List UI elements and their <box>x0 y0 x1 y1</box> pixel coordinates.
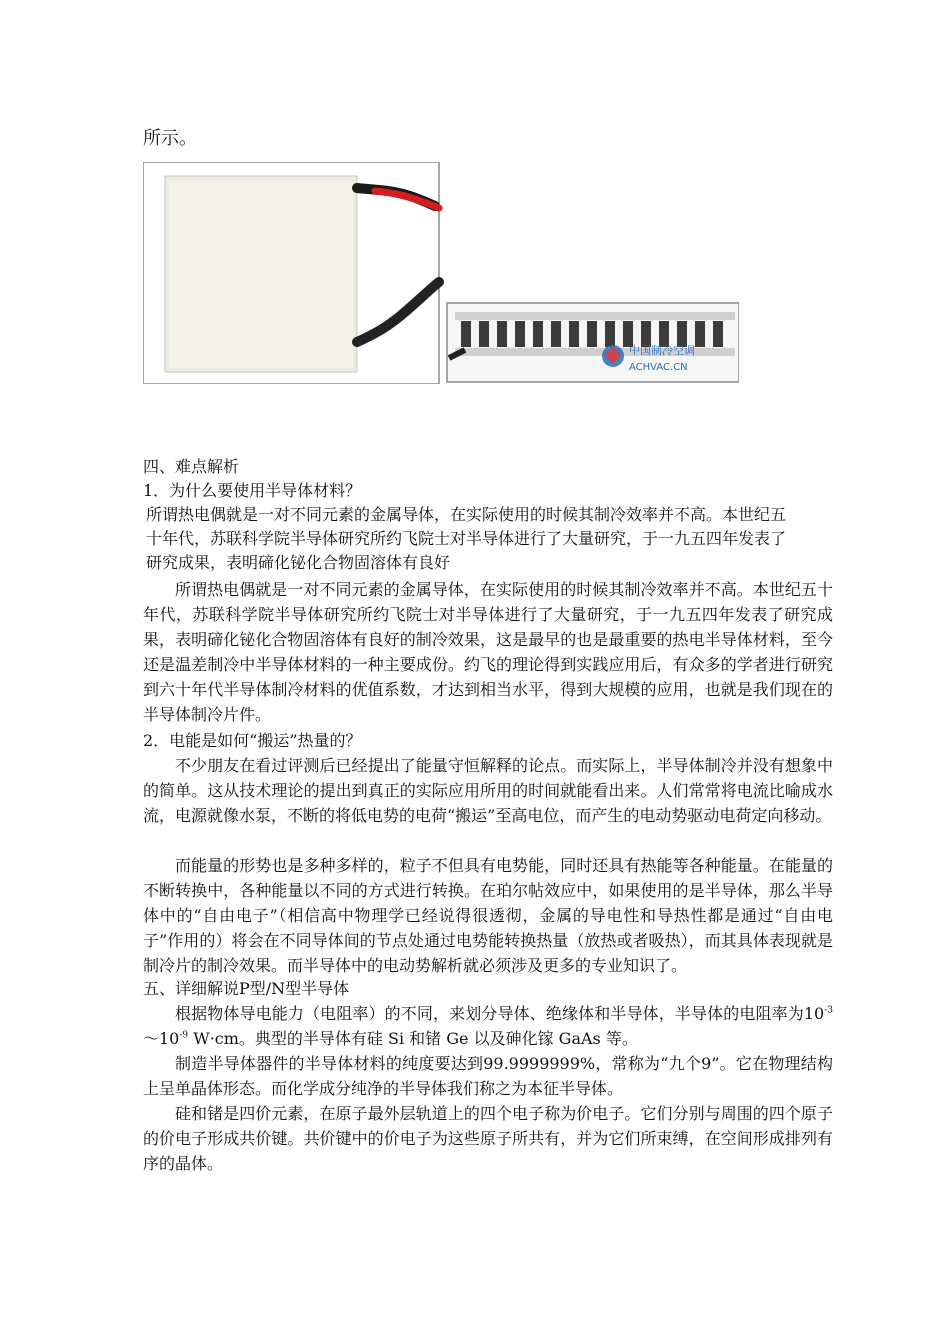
watermark-text: 中国制冷空调 <box>629 344 695 357</box>
s5-p1-before: 根据物体导电能力（电阻率）的不同，来划分导体、绝缘体和半导体，半导体的电阻率为10 <box>175 1004 825 1023</box>
top-text: 所示。 <box>143 128 197 149</box>
section4-title: 四、难点解析 <box>143 457 240 476</box>
s5-paragraph-2: 制造半导体器件的半导体材料的纯度要达到99.9999999%，常称为“九个9”。它在物理结构上呈单晶体形态。而化学成分纯净的半导体我们称之为本征半导体。 <box>143 1054 833 1098</box>
watermark-url: ACHVAC.CN <box>629 362 688 373</box>
q1-draft-line-1: 所谓热电偶就是一对不同元素的金属导体，在实际使用的时候其制冷效率并不高。本世纪五 <box>146 505 787 524</box>
q2-paragraph-1: 不少朋友在看过评测后已经提出了能量守恒解释的论点。而实际上，半导体制冷并没有想象中的简单。这从技术理论的提出到真正的实际应用所用的时间就能看出来。人们常常将电流比喻成水流，电源就像水泵，不断的将低电势的电荷“搬运”至高电位，而产生的电动势驱动电荷定向移动。 <box>143 756 833 825</box>
q2-title: 2．电能是如何“搬运”热量的？ <box>143 731 362 750</box>
q1-draft-line-2: 十年代，苏联科学院半导体研究所约飞院士对半导体进行了大量研究，于一九五四年发表了 <box>146 529 787 548</box>
module-top-plate <box>455 312 735 320</box>
q1-draft-line-3: 研究成果，表明碲化铋化合物固溶体有良好 <box>146 553 451 572</box>
s5-p1-after: W·cm。典型的半导体有硅 Si 和锗 Ge 以及砷化镓 GaAs 等。 <box>188 1029 638 1048</box>
s5-p1-mid: ～10 <box>143 1029 180 1048</box>
s5-paragraph-1 <box>143 1001 833 1051</box>
module-plate-face <box>169 180 353 368</box>
figure-photos <box>143 162 739 384</box>
q1-paragraph: 所谓热电偶就是一对不同元素的金属导体，在实际使用的时候其制冷效率并不高。本世纪五十年代，苏联科学院半导体研究所约飞院士对半导体进行了大量研究，于一九五四年发表了研究成果，表明碲化铋化合物固溶体有良好的制冷效果，这是最早的也是最重要的热电半导体材料，至今还是温差制冷中半导体材料的一种主要成份。约飞的理论得到实践应用后，有众多的学者进行研究到六十年代半导体制冷材料的优值系数，才达到相当水平，得到大规模的应用，也就是我们现在的半导体制冷片件。 <box>143 580 833 724</box>
s5-paragraph-3: 硅和锗是四价元素，在原子最外层轨道上的四个电子称为价电子。它们分别与周围的四个原子的价电子形成共价键。共价键中的价电子为这些原子所共有，并为它们所束缚，在空间形成排列有序的晶体。 <box>143 1104 833 1173</box>
q1-title: 1．为什么要使用半导体材料？ <box>143 481 362 500</box>
section5-title: 五、详细解说P型/N型半导体 <box>143 979 350 998</box>
s5-p1-exp1: -3 <box>824 1005 833 1016</box>
peltier-module-photo <box>143 162 739 384</box>
q2-paragraph-2: 而能量的形势也是多种多样的，粒子不但具有电势能，同时还具有热能等各种能量。在能量的不断转换中，各种能量以不同的方式进行转换。在珀尔帖效应中，如果使用的是半导体，那么半导体中的“自由电子”（相信高中物理学已经说得很透彻，金属的导电性和导热性都是通过“自由电子”作用的）将会在不同导体间的节点处通过电势能转换热量（放热或者吸热），而其具体表现就是制冷片的制冷效果。而半导体中的电动势解析就必须涉及更多的专业知识了。 <box>143 856 833 975</box>
s5-p1-exp2: -9 <box>179 1030 189 1041</box>
